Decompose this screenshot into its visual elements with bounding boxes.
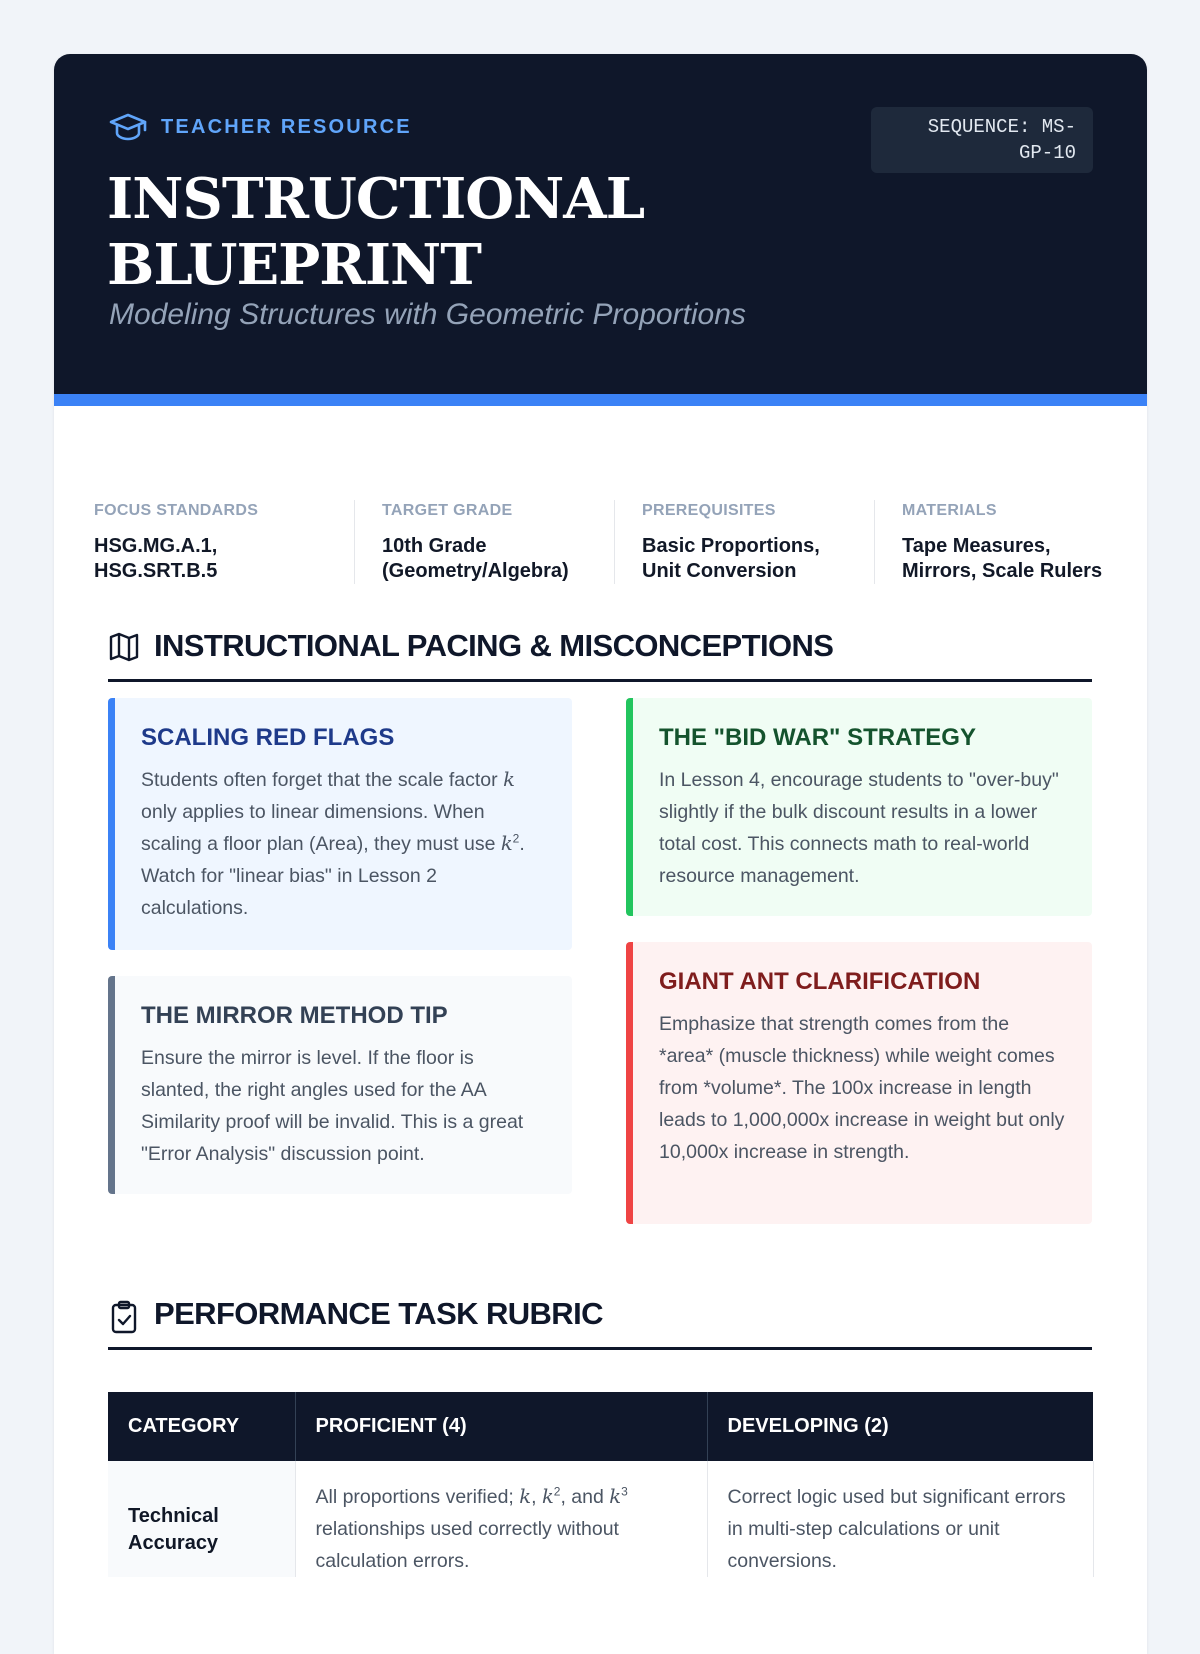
table-header-row — [108, 1392, 1093, 1461]
sequence-line-2: GP-10 — [1018, 142, 1076, 164]
meta-label: PREREQUISITES — [642, 502, 776, 519]
eyebrow — [109, 112, 412, 142]
meta-prerequisites — [614, 500, 874, 584]
card-body: Emphasize that strength comes from the *area* (muscle thickness) while weight comes from *volume*. The 100x increase in length leads to 1,000,000x increase in weight but only 10,000x increase in strength. — [659, 1013, 1065, 1163]
column-header-developing: DEVELOPING (2) — [707, 1392, 1093, 1461]
metadata-row — [94, 500, 1134, 584]
rubric-section-heading — [108, 1297, 1092, 1350]
mirror-method-card — [108, 976, 572, 1194]
header-banner — [54, 54, 1147, 406]
meta-label: TARGET GRADE — [382, 502, 513, 519]
proficient-cell: All proportions verified; k, $k^2$, and $k^3$ relationships used correctly without calculation errors. — [295, 1461, 707, 1577]
giant-ant-card — [626, 942, 1092, 1224]
card-title: SCALING RED FLAGS — [141, 724, 395, 751]
card-title: GIANT ANT CLARIFICATION — [659, 968, 981, 995]
pacing-heading-text: INSTRUCTIONAL PACING & MISCONCEPTIONS — [154, 628, 834, 663]
sequence-line-1: SEQUENCE: MS- — [927, 116, 1076, 138]
column-header-category: CATEGORY — [108, 1392, 295, 1461]
page-subtitle: Modeling Structures with Geometric Proportions — [109, 298, 746, 331]
bid-war-card — [626, 698, 1092, 916]
card-body: Ensure the mirror is level. If the floor is slanted, the right angles used for the AA Similarity proof will be invalid. This is a great "Error Analysis" discussion point. — [141, 1047, 524, 1165]
pacing-section-heading — [108, 629, 1092, 682]
meta-value: Tape Measures, Mirrors, Scale Rulers — [902, 535, 1103, 582]
meta-label: MATERIALS — [902, 502, 997, 519]
meta-label: FOCUS STANDARDS — [94, 502, 259, 519]
clipboard-check-icon — [108, 1297, 140, 1339]
rubric-heading-text: PERFORMANCE TASK RUBRIC — [154, 1296, 603, 1331]
page-title — [107, 166, 707, 298]
table-row — [108, 1461, 1093, 1577]
sequence-badge — [871, 107, 1093, 173]
rubric-table — [108, 1392, 1094, 1577]
card-body: In Lesson 4, encourage students to "over-buy" slightly if the bulk discount results in a lower total cost. This connects math to real-world resource management. — [659, 769, 1059, 887]
meta-value: 10th Grade (Geometry/Algebra) — [382, 535, 569, 582]
eyebrow-label: TEACHER RESOURCE — [161, 115, 412, 138]
card-body: Students often forget that the scale factor k only applies to linear dimensions. When scaling a floor plan (Area), they must use $k^2$. Watch for "linear bias" in Lesson 2 calculations. — [141, 768, 525, 919]
scaling-red-flags-card — [108, 698, 572, 950]
meta-value: HSG.MG.A.1, HSG.SRT.B.5 — [94, 535, 218, 582]
meta-materials — [874, 500, 1134, 584]
title-line-2: BLUEPRINT — [107, 232, 481, 298]
title-line-1: INSTRUCTIONAL — [107, 166, 645, 232]
meta-value: Basic Proportions, Unit Conversion — [642, 535, 820, 582]
card-title: THE MIRROR METHOD TIP — [141, 1002, 448, 1029]
card-title: THE "BID WAR" STRATEGY — [659, 724, 976, 751]
graduation-cap-icon — [109, 112, 147, 142]
meta-focus-standards — [94, 500, 354, 584]
map-icon — [108, 629, 140, 667]
category-cell: Technical Accuracy — [108, 1461, 295, 1577]
meta-target-grade — [354, 500, 614, 584]
blueprint-card — [54, 54, 1147, 1654]
developing-cell: Correct logic used but significant errors in multi-step calculations or unit conversions. — [707, 1461, 1093, 1577]
column-header-proficient: PROFICIENT (4) — [295, 1392, 707, 1461]
